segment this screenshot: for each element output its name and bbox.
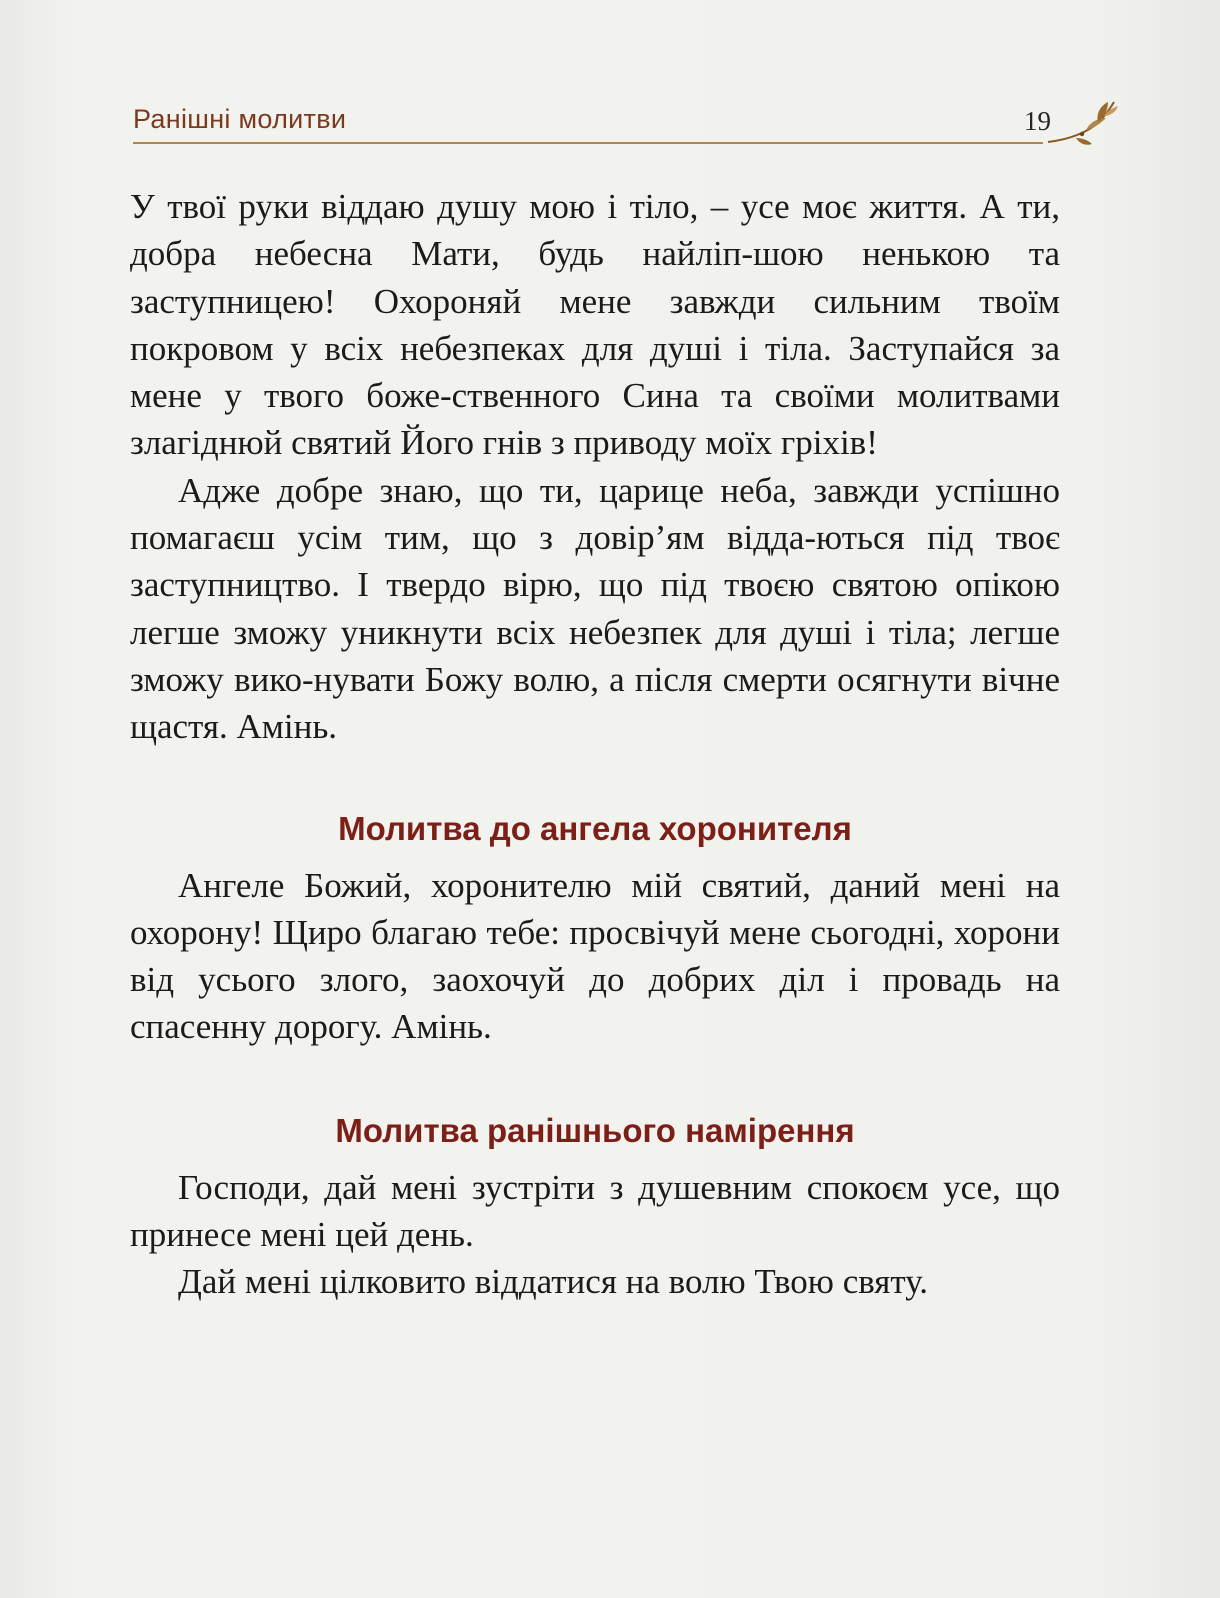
page-content bbox=[130, 183, 1060, 1306]
running-header bbox=[133, 104, 1063, 144]
spacer bbox=[130, 751, 1060, 805]
heading-guardian-angel: Молитва до ангела хоронителя bbox=[338, 809, 852, 847]
heading-morning-intention: Молитва ранішнього намірення bbox=[335, 1111, 855, 1149]
paragraph-4: Господи, дай мені зустріти з душевним спокоєм усе, що принесе мені цей день. bbox=[130, 1167, 1060, 1255]
header-rule bbox=[133, 142, 1043, 144]
page-number: 19 bbox=[1024, 106, 1051, 136]
spacer bbox=[130, 1154, 1060, 1164]
paragraph-1: У твої руки віддаю душу мою і тіло, – усе моє життя. А ти, добра небесна Мати, будь найліп-шою ненькою та заступницею! Охороняй мене завжди сильним твоїм покровом у всіх небезпеках для душі і тіла. Заступайся за мене у твого боже-ственного Сина та своїми молитвами злагіднюй святий Його гнів з приводу моїх гріхів! bbox=[130, 187, 1060, 463]
paragraph-2: Адже добре знаю, що ти, царице неба, завжди успішно помагаєш усім тим, що з довір’ям відда-ються під твоє заступництво. І твердо вірю, що під твоєю святою опікою легше зможу уникнути всіх небезпек для душі і тіла; легше зможу вико-нувати Божу волю, а після смерти осягнути вічне щастя. Амінь. bbox=[130, 470, 1060, 747]
paragraph-5: Дай мені цілковито віддатися на волю Твою святу. bbox=[178, 1262, 928, 1302]
spacer bbox=[130, 1051, 1060, 1107]
paragraph-3: Ангеле Божий, хоронителю мій святий, даний мені на охорону! Щиро благаю тебе: просвічуй мене сьогодні, хорони від усього злого, заохочуй до добрих діл і провадь на спасенну дорогу. Амінь. bbox=[130, 865, 1060, 1047]
floral-sprig-icon bbox=[1046, 96, 1120, 154]
running-title: Ранішні молитви bbox=[133, 104, 347, 134]
spacer bbox=[130, 852, 1060, 862]
